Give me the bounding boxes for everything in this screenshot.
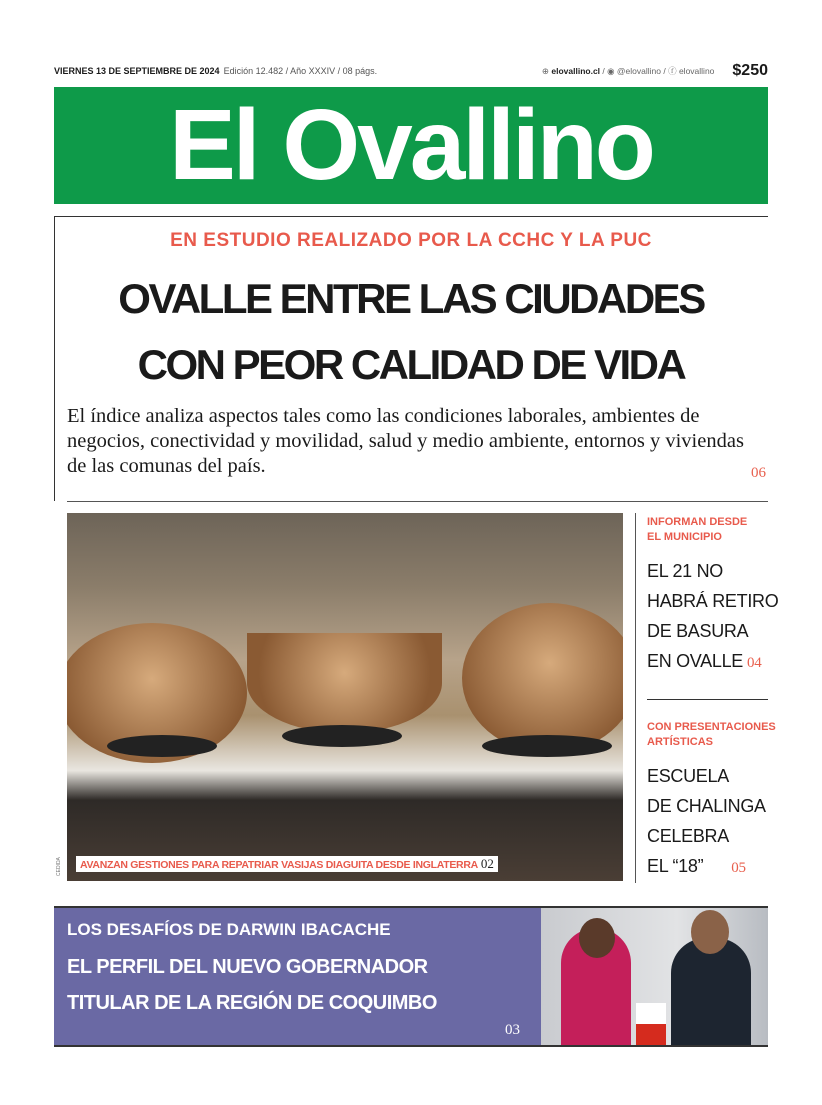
issue-date: VIERNES 13 DE SEPTIEMBRE DE 2024 — [54, 66, 220, 76]
lead-deck: El índice analiza aspectos tales como las condiciones laborales, ambientes de negocios, conectividad y movilidad, salud y medio ambiente, entornos y viviendas de las comunas del país. — [67, 405, 744, 477]
kicker-line: EL MUNICIPIO — [647, 531, 722, 543]
caption-text: AVANZAN GESTIONES PARA REPATRIAR VASIJAS DIAGUITA DESDE INGLATERRA — [80, 859, 478, 871]
side-headline — [647, 556, 815, 678]
headline-line: EN OVALLE — [647, 651, 744, 671]
twitter-handle[interactable]: @elovallino — [616, 66, 661, 76]
kicker-line: CON PRESENTACIONES — [647, 721, 776, 733]
lead-headline-line2: CON PEOR CALIDAD DE VIDA — [137, 341, 685, 388]
photo-caption — [76, 856, 498, 872]
kicker-line: INFORMAN DESDE — [647, 516, 748, 528]
website-link[interactable]: elovallino.cl — [551, 66, 601, 76]
governor-photo — [541, 908, 768, 1045]
page-ref: 04 — [747, 655, 762, 671]
headline-line: DE BASURA — [647, 621, 749, 641]
top-bar — [54, 62, 768, 80]
lead-kicker: EN ESTUDIO REALIZADO POR LA CCHC Y LA PUC — [170, 230, 652, 251]
twitter-icon: ◉ — [607, 66, 617, 76]
side-kicker — [647, 515, 812, 545]
masthead — [54, 87, 768, 204]
kicker-line: ARTÍSTICAS — [647, 736, 713, 748]
banner-headline-line1: EL PERFIL DEL NUEVO GOBERNADOR — [67, 956, 428, 978]
side-headline — [647, 761, 815, 883]
headline-line: CELEBRA — [647, 826, 729, 846]
headline-line: EL 21 NO — [647, 561, 723, 581]
facebook-icon: ⓕ — [668, 66, 679, 76]
side-kicker — [647, 720, 812, 750]
headline-line: DE CHALINGA — [647, 796, 766, 816]
globe-icon: ⊕ — [541, 66, 552, 76]
page-ref: 05 — [731, 860, 746, 876]
price: $250 — [732, 62, 768, 79]
banner-kicker: LOS DESAFÍOS DE DARWIN IBACACHE — [67, 920, 391, 939]
facebook-handle[interactable]: elovallino — [678, 66, 715, 76]
photo-credit: CEDIDA — [56, 857, 62, 876]
divider — [67, 501, 768, 502]
pottery-photo — [67, 513, 623, 881]
divider — [635, 513, 636, 883]
page-ref: 06 — [751, 465, 766, 481]
headline-line: EL “18” — [647, 856, 704, 876]
divider — [647, 699, 768, 700]
headline-line: ESCUELA — [647, 766, 729, 786]
page-ref: 03 — [505, 1022, 520, 1038]
logo: El Ovallino — [169, 89, 653, 201]
edition-info: Edición 12.482 / Año XXXIV / 08 págs. — [223, 66, 378, 76]
page-ref: 02 — [480, 856, 494, 871]
banner-headline-line2: TITULAR DE LA REGIÓN DE COQUIMBO — [67, 992, 437, 1014]
lead-headline-line1: OVALLE ENTRE LAS CIUDADES — [118, 275, 704, 322]
social-links: ⊕ elovallino.cl / ◉ @elovallino / ⓕ elovallino — [541, 66, 715, 76]
headline-line: HABRÁ RETIRO — [647, 591, 779, 611]
